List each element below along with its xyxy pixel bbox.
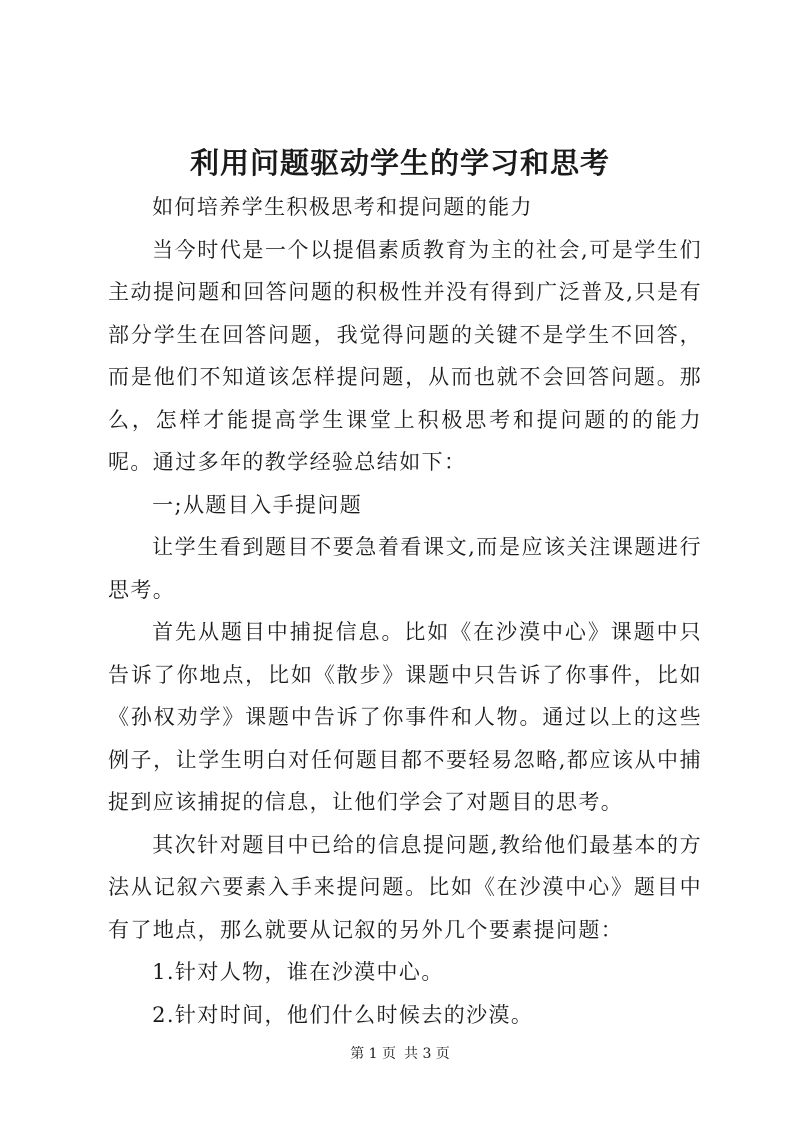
paragraph: 让学生看到题目不要急着看课文,而是应该关注课题进行思考。 <box>108 535 702 602</box>
page-footer <box>0 1044 800 1064</box>
paragraph: 首先从题目中捕捉信息。比如《在沙漠中心》课题中只告诉了你地点，比如《散步》课题中只告诉了你事件，比如《孙权劝学》课题中告诉了你事件和人物。通过以上的这些例子，让学生明白对任何题目都不要轻易忽略,都应该从中捕捉到应该捕捉的信息，让他们学会了对题目的思考。 <box>108 620 702 814</box>
list-item: 1.针对人物，谁在沙漠中心。 <box>152 960 444 984</box>
total-pages: 共 3 页 <box>404 1046 450 1062</box>
paragraph-intro: 当今时代是一个以提倡素质教育为主的社会,可是学生们主动提问题和回答问题的积极性并没有得到广泛普及,只是有部分学生在回答问题，我觉得问题的关键不是学生不回答，而是他们不知道该怎样提问题，从而也就不会回答问题。那么，怎样才能提高学生课堂上积极思考和提问题的的能力呢。通过多年的教学经验总结如下： <box>108 237 702 474</box>
list-item: 2.针对时间，他们什么时候去的沙漠。 <box>152 1002 534 1027</box>
document-body <box>108 186 702 1036</box>
paragraph-subtitle: 如何培养学生积极思考和提问题的能力 <box>152 195 533 219</box>
paragraph-section-heading: 一;从题目入手提问题 <box>152 492 363 517</box>
document-title: 利用问题驱动学生的学习和思考 <box>189 146 610 180</box>
page-number: 第 1 页 <box>350 1046 396 1062</box>
paragraph: 其次针对题目中已给的信息提问题,教给他们最基本的方法从记叙六要素入手来提问题。比如《在沙漠中心》题目中有了地点，那么就要从记叙的另外几个要素提问题： <box>108 832 702 942</box>
